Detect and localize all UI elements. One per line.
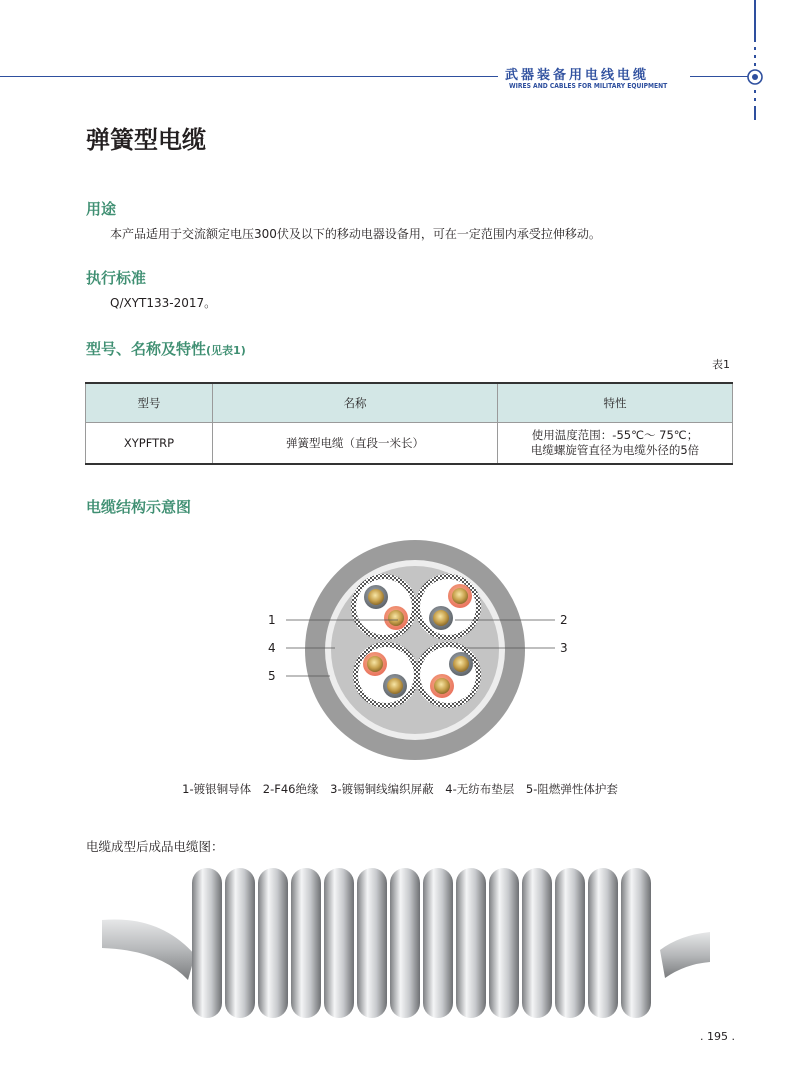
standard-heading: 执行标准	[86, 269, 147, 287]
header-title-en: WIRES AND CABLES FOR MILITARY EQUIPMENT	[509, 82, 668, 90]
cell-props-line1: 使用温度范围：-55℃～ 75℃；	[531, 428, 699, 442]
usage-heading: 用途	[86, 200, 117, 218]
models-heading-note: (见表1)	[206, 344, 246, 357]
table-header-row	[86, 383, 733, 423]
cell-name: 弹簧型电缆（直段一米长）	[213, 423, 498, 465]
header-rule-left	[0, 76, 498, 77]
finished-caption: 电缆成型后成品电缆图：	[86, 839, 224, 854]
header-dot	[754, 55, 756, 58]
header-vertical-bar-top	[754, 0, 756, 42]
header-dot	[754, 90, 756, 93]
header-dot	[754, 98, 756, 101]
callout-3: 3	[560, 641, 568, 655]
page-number: . 195 .	[700, 1030, 735, 1043]
header-vertical-bar-bottom	[754, 106, 756, 120]
col-header-name: 名称	[213, 383, 498, 423]
header-rule-right	[690, 76, 748, 77]
standard-text: Q/XYT133-2017。	[110, 296, 217, 310]
table-label: 表1	[712, 358, 730, 371]
usage-text: 本产品适用于交流额定电压300伏及以下的移动电器设备用，可在一定范围内承受拉伸移动。	[110, 227, 601, 241]
structure-legend: 1-镀银铜导体 2-F46绝缘 3-镀锡铜线编织屏蔽 4-无纺布垫层 5-阻燃弹性体护套	[182, 782, 618, 796]
cell-props-line2: 电缆螺旋管直径为电缆外径的5倍	[530, 443, 700, 457]
callout-2: 2	[560, 613, 568, 627]
structure-heading: 电缆结构示意图	[86, 498, 192, 516]
header-dot	[754, 47, 756, 50]
coiled-cable-illustration	[100, 860, 712, 1030]
callout-1: 1	[268, 613, 276, 627]
cell-props	[498, 423, 733, 465]
page-title: 弹簧型电缆	[86, 126, 206, 154]
col-header-model: 型号	[86, 383, 213, 423]
table-row	[86, 423, 733, 465]
spec-table	[85, 382, 733, 465]
cell-model: XYPFTRP	[86, 423, 213, 465]
models-heading-text: 型号、名称及特性	[86, 340, 207, 358]
header-target-icon	[746, 68, 764, 86]
col-header-props: 特性	[498, 383, 733, 423]
callout-leaders	[280, 610, 570, 690]
callout-4: 4	[268, 641, 276, 655]
header-dot	[754, 63, 756, 66]
models-heading	[86, 338, 246, 359]
header-title-cn: 武器装备用电线电缆	[505, 68, 650, 83]
callout-5: 5	[268, 669, 276, 683]
